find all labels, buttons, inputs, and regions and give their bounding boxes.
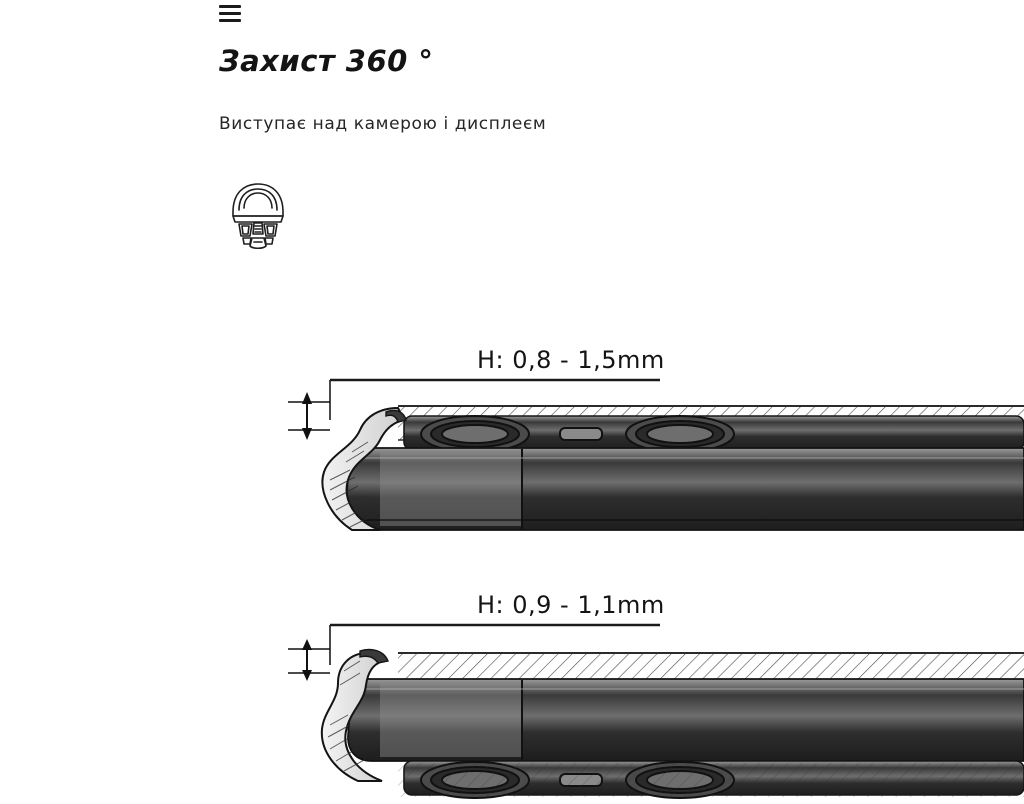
dimension-label-camera: H: 0,8 - 1,5mm <box>477 346 665 374</box>
stormtrooper-helmet-icon <box>219 176 297 254</box>
hamburger-menu-icon[interactable] <box>219 2 241 24</box>
page-title: Захист 360 ° <box>219 44 434 78</box>
page-subtitle: Виступає над камерою і дисплеєм <box>219 114 547 134</box>
dimension-label-screen: H: 0,9 - 1,1mm <box>477 591 665 619</box>
menu-bar-3 <box>219 19 241 22</box>
diagram-screen-lip-protection <box>0 575 1024 800</box>
menu-bar-1 <box>219 5 241 8</box>
menu-bar-2 <box>219 12 241 15</box>
diagram-camera-bump-protection <box>0 330 1024 565</box>
